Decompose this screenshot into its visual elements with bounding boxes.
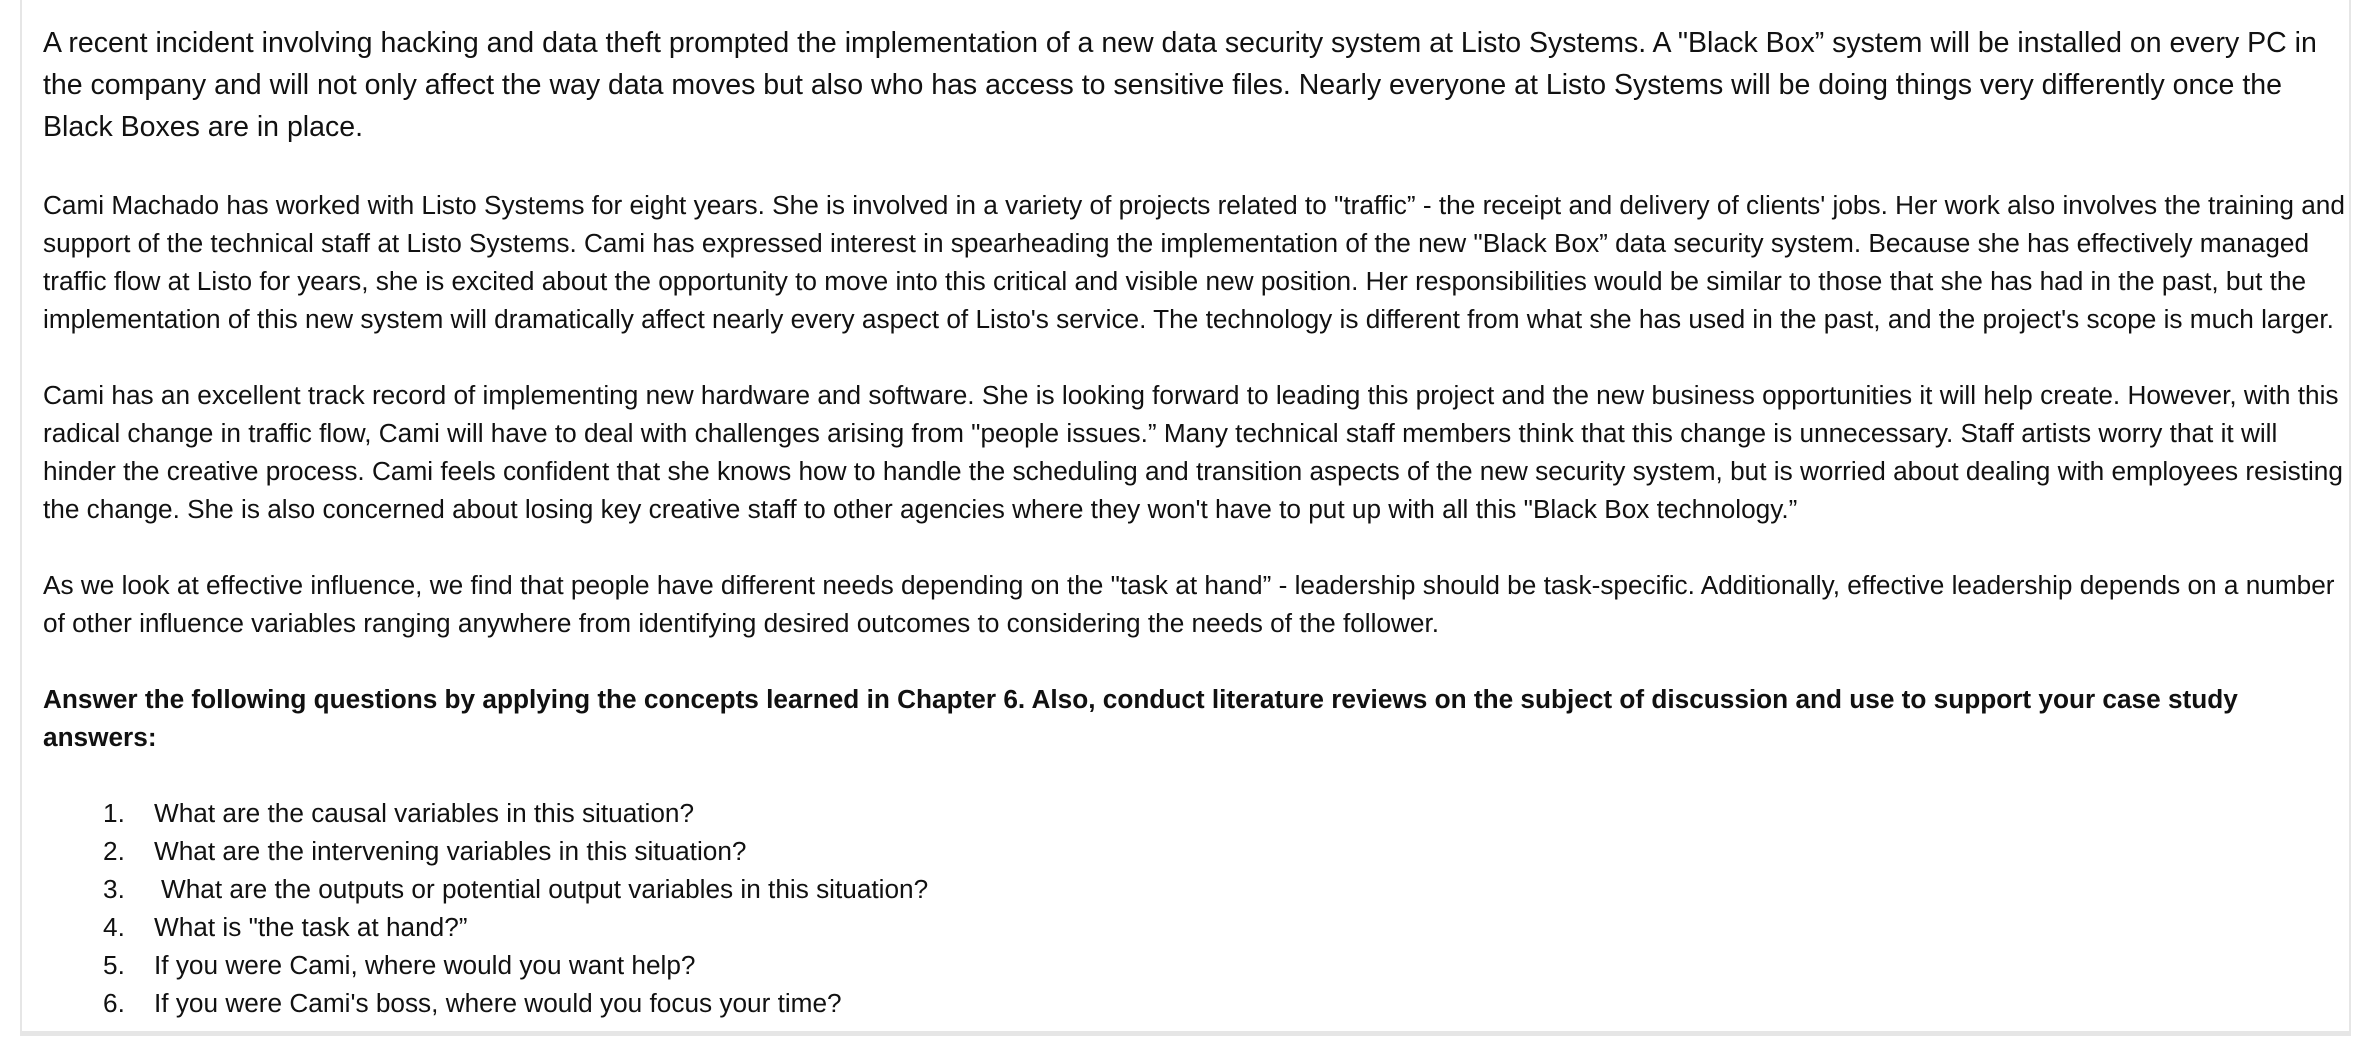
question-text: What are the intervening variables in this situation? (154, 836, 747, 866)
cami-challenges-paragraph: Cami has an excellent track record of implementing new hardware and software. She is looking forward to leading this project and the new business opportunities it will help create. However, with this radical change in traffic flow, Cami will have to deal with challenges arising from "people issues.” Many technical staff members think that this change is unnecessary. Staff artists worry that it will hinder the creative process. Cami feels confident that she knows how to handle the scheduling and transition aspects of the new security system, but is worried about dealing with employees resisting the change. She is also concerned about losing key creative staff to other agencies where they won't have to put up with all this "Black Box technology.” (43, 380, 2343, 524)
question-number: 1. (103, 798, 125, 828)
question-number: 6. (103, 988, 125, 1018)
question-text: What are the causal variables in this situation? (154, 798, 695, 828)
list-item (43, 908, 2348, 946)
question-number: 2. (103, 836, 125, 866)
questions-list (43, 794, 2348, 1022)
cami-background-paragraph: Cami Machado has worked with Listo Systems for eight years. She is involved in a variety of projects related to "traffic” - the receipt and delivery of clients' jobs. Her work also involves the training and support of the technical staff at Listo Systems. Cami has expressed interest in spearheading the implementation of the new "Black Box” data security system. Because she has effectively managed traffic flow at Listo for years, she is excited about the opportunity to move into this critical and visible new position. Her responsibilities would be similar to those that she has had in the past, but the implementation of this new system will dramatically affect nearly every aspect of Listo's service. The technology is different from what she has used in the past, and the project's scope is much larger. (43, 190, 2345, 334)
question-text: What is "the task at hand?” (154, 912, 468, 942)
question-number: 4. (103, 912, 125, 942)
question-text: If you were Cami, where would you want help? (154, 950, 696, 980)
list-item (43, 794, 2348, 832)
list-item (43, 832, 2348, 870)
list-item (43, 870, 2348, 908)
question-text: If you were Cami's boss, where would you focus your time? (154, 988, 842, 1018)
intro-paragraph: A recent incident involving hacking and data theft prompted the implementation of a new data security system at Listo Systems. A "Black Box” system will be installed on every PC in the company and will not only affect the way data moves but also who has access to sensitive files. Nearly everyone at Listo Systems will be doing things very differently once the Black Boxes are in place. (43, 27, 2317, 143)
question-number: 3. (103, 874, 125, 904)
case-study-content (43, 22, 2348, 1022)
document-page (20, 0, 2351, 1036)
question-number: 5. (103, 950, 125, 980)
assignment-instruction: Answer the following questions by applying the concepts learned in Chapter 6. Also, conduct literature reviews on the subject of discussion and use to support your case study answers: (43, 684, 2238, 752)
question-text: What are the outputs or potential output variables in this situation? (161, 874, 929, 904)
list-item (43, 946, 2348, 984)
effective-influence-paragraph: As we look at effective influence, we find that people have different needs depending on the "task at hand” - leadership should be task-specific. Additionally, effective leadership depends on a number of other influence variables ranging anywhere from identifying desired outcomes to considering the needs of the follower. (43, 570, 2335, 638)
list-item (43, 984, 2348, 1022)
